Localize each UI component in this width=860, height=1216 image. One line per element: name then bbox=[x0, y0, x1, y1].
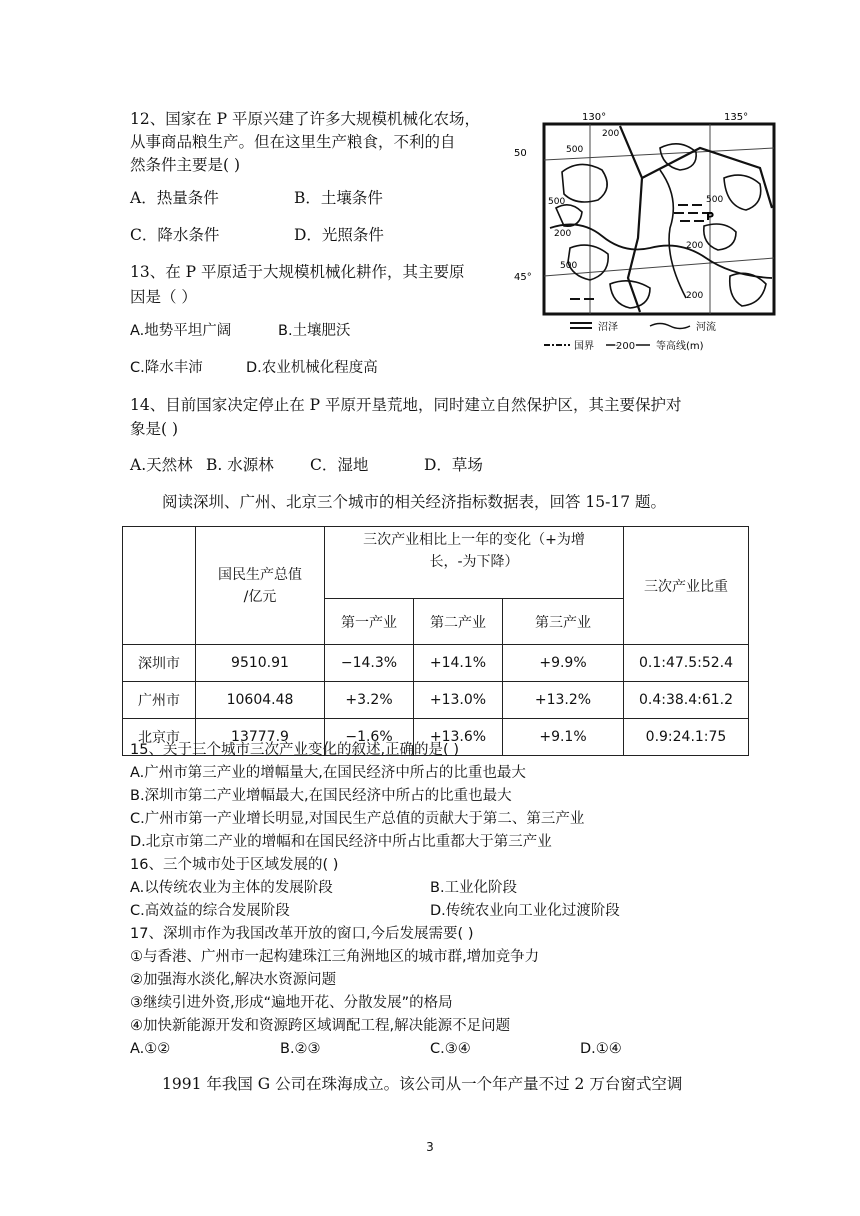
contour-label: 500 bbox=[566, 145, 584, 155]
lat-label: 45° bbox=[514, 272, 532, 283]
legend-marsh: 沼泽 bbox=[598, 322, 618, 333]
contour-label: 500 bbox=[548, 197, 566, 207]
q16-option-a: A.以传统农业为主体的发展阶段 bbox=[130, 880, 333, 896]
economic-indicator-table bbox=[122, 526, 749, 756]
q17-item: ③继续引进外资,形成“遍地开花、分散发展”的格局 bbox=[130, 995, 453, 1011]
q15-option-a: A.广州市第三产业的增幅量大,在国民经济中所占的比重也最大 bbox=[130, 765, 526, 781]
contour-label: 200 bbox=[554, 229, 572, 239]
contour-label: 200 bbox=[686, 291, 704, 301]
q13-stem-line: 13、在 P 平原适于大规模机械化耕作，其主要原 bbox=[130, 263, 465, 281]
q13-option-a: A.地势平坦广阔 bbox=[130, 323, 232, 339]
gdp-cell: 13777.9 bbox=[196, 719, 325, 756]
change-cell: +13.2% bbox=[503, 682, 624, 719]
q12-stem-line: 12、国家在 P 平原兴建了许多大规模机械化农场， bbox=[130, 110, 481, 128]
next-passage-line: 1991 年我国 G 公司在珠海成立。该公司从一个年产量不过 2 万台窗式空调 bbox=[162, 1075, 683, 1093]
ratio-cell: 0.9:24.1:75 bbox=[624, 719, 749, 756]
lon-label: 130° bbox=[582, 112, 607, 123]
q13-option-b: B.土壤肥沃 bbox=[278, 323, 351, 339]
lon-label: 135° bbox=[724, 112, 749, 123]
header-gdp: 国民生产总值 /亿元 bbox=[196, 527, 325, 645]
contour-label: 500 bbox=[706, 195, 724, 205]
gdp-cell: 9510.91 bbox=[196, 645, 325, 682]
q17-item: ①与香港、广州市一起构建珠江三角洲地区的城市群,增加竞争力 bbox=[130, 949, 540, 965]
header-secondary: 第二产业 bbox=[414, 599, 503, 645]
q14-option-b: B. 水源林 bbox=[206, 456, 274, 474]
q17-option-c: C.③④ bbox=[430, 1041, 471, 1057]
header-tertiary: 第三产业 bbox=[503, 599, 624, 645]
q16-stem: 16、三个城市处于区域发展的( ) bbox=[130, 857, 339, 873]
q13-stem-line: 因是（ ） bbox=[130, 288, 197, 306]
change-cell: +3.2% bbox=[325, 682, 414, 719]
legend-contour: 等高线(m) bbox=[656, 341, 704, 352]
table-intro: 阅读深圳、广州、北京三个城市的相关经济指标数据表，回答 15-17 题。 bbox=[162, 493, 667, 511]
ratio-cell: 0.4:38.4:61.2 bbox=[624, 682, 749, 719]
q17-option-d: D.①④ bbox=[580, 1041, 622, 1057]
gdp-cell: 10604.48 bbox=[196, 682, 325, 719]
city-cell: 深圳市 bbox=[123, 645, 196, 682]
p-plain-map bbox=[510, 108, 800, 358]
q12-option-d: D．光照条件 bbox=[294, 226, 384, 244]
q14-option-c: C．湿地 bbox=[310, 456, 369, 474]
q14-stem-line: 14、目前国家决定停止在 P 平原开垦荒地，同时建立自然保护区，其主要保护对 bbox=[130, 396, 682, 414]
change-cell: −1.6% bbox=[325, 719, 414, 756]
q15-option-c: C.广州市第一产业增长明显,对国民生产总值的贡献大于第二、第三产业 bbox=[130, 811, 585, 827]
q17-option-b: B.②③ bbox=[280, 1041, 321, 1057]
change-cell: −14.3% bbox=[325, 645, 414, 682]
q14-option-a: A.天然林 bbox=[130, 456, 193, 474]
ratio-cell: 0.1:47.5:52.4 bbox=[624, 645, 749, 682]
q17-stem: 17、深圳市作为我国改革开放的窗口,今后发展需要( ) bbox=[130, 926, 474, 942]
q13-option-c: C.降水丰沛 bbox=[130, 360, 203, 376]
q17-item: ④加快新能源开发和资源跨区域调配工程,解决能源不足问题 bbox=[130, 1018, 511, 1034]
contour-label: 500 bbox=[560, 261, 578, 271]
q16-option-b: B.工业化阶段 bbox=[430, 880, 518, 896]
q12-stem-line: 然条件主要是( ) bbox=[130, 156, 241, 174]
legend-contour-value: 200 bbox=[616, 341, 636, 352]
q16-option-d: D.传统农业向工业化过渡阶段 bbox=[430, 903, 620, 919]
legend-border: 国界 bbox=[574, 341, 594, 352]
table-row bbox=[123, 645, 749, 682]
q16-option-c: C.高效益的综合发展阶段 bbox=[130, 903, 290, 919]
change-cell: +9.9% bbox=[503, 645, 624, 682]
contour-label: 200 bbox=[602, 129, 620, 139]
q14-option-d: D．草场 bbox=[424, 456, 483, 474]
header-change: 三次产业相比上一年的变化（+为增 长，-为下降） bbox=[325, 527, 624, 599]
q12-option-c: C．降水条件 bbox=[130, 226, 220, 244]
point-p-label: P bbox=[706, 210, 715, 223]
change-cell: +9.1% bbox=[503, 719, 624, 756]
table-row bbox=[123, 682, 749, 719]
page-number: 3 bbox=[426, 1140, 434, 1154]
q15-stem: 15、关于三个城市三次产业变化的叙述,正确的是( ) bbox=[130, 742, 459, 758]
q13-option-d: D.农业机械化程度高 bbox=[246, 360, 378, 376]
q15-option-b: B.深圳市第二产业增幅最大,在国民经济中所占的比重也最大 bbox=[130, 788, 512, 804]
q12-option-b: B．土壤条件 bbox=[294, 189, 383, 207]
table-corner-cell bbox=[123, 527, 196, 645]
header-primary: 第一产业 bbox=[325, 599, 414, 645]
q12-option-a: A．热量条件 bbox=[130, 189, 219, 207]
change-cell: +13.6% bbox=[414, 719, 503, 756]
lat-label: 50 bbox=[514, 148, 527, 159]
change-cell: +14.1% bbox=[414, 645, 503, 682]
q17-item: ②加强海水淡化,解决水资源问题 bbox=[130, 972, 337, 988]
header-ratio: 三次产业比重 bbox=[624, 527, 749, 645]
city-cell: 广州市 bbox=[123, 682, 196, 719]
contour-label: 200 bbox=[686, 241, 704, 251]
q12-stem-line: 从事商品粮生产。但在这里生产粮食，不利的自 bbox=[130, 133, 456, 151]
q14-stem-line: 象是( ) bbox=[130, 420, 179, 438]
q17-option-a: A.①② bbox=[130, 1041, 171, 1057]
q15-option-d: D.北京市第二产业的增幅和在国民经济中所占比重都大于第三产业 bbox=[130, 834, 552, 850]
change-cell: +13.0% bbox=[414, 682, 503, 719]
city-cell: 北京市 bbox=[123, 719, 196, 756]
legend-river: 河流 bbox=[696, 322, 716, 333]
